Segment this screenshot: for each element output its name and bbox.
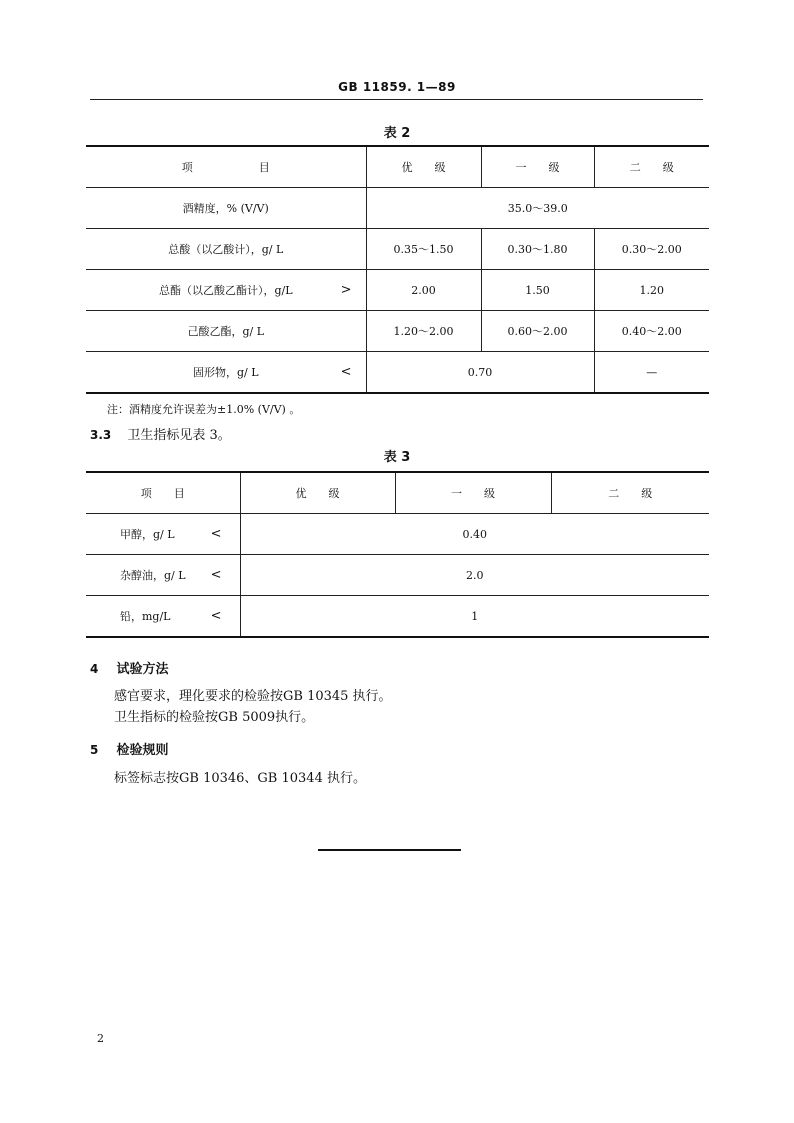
section-4-line-2: 卫生指标的检验按GB 5009执行。 [114, 710, 315, 725]
item-label: 己酸乙酯，g/ L [187, 325, 265, 338]
merged-value: 0.70 [366, 352, 594, 394]
table-row [86, 270, 709, 311]
item-label: 总酸（以乙酸计），g/ L [168, 243, 284, 256]
page-number: 2 [97, 1032, 104, 1045]
comparison-symbol: < [210, 567, 222, 583]
section-5-line-1: 标签标志按GB 10346、GB 10344 执行。 [114, 771, 366, 786]
table2-header-row [86, 146, 709, 188]
header-rule [90, 99, 703, 100]
item-label: 甲醇，g/ L [120, 528, 175, 541]
row-item [86, 555, 240, 596]
table-row [86, 596, 709, 638]
table2-header-grade2: 一 级 [481, 146, 594, 188]
table2-caption: 表 2 [383, 126, 411, 141]
item-label: 酒精度，% (V/V) [182, 202, 269, 215]
comparison-symbol: < [340, 364, 352, 380]
section-text: 卫生指标见表 3。 [127, 428, 231, 443]
section-title: 检验规则 [116, 743, 169, 758]
value-cell: 1.20～2.00 [366, 311, 481, 352]
section-3-3 [90, 424, 231, 443]
value-cell: — [594, 352, 709, 394]
merged-value: 0.40 [240, 514, 709, 555]
table2-header-grade3: 二 级 [594, 146, 709, 188]
value-cell: 0.30～2.00 [594, 229, 709, 270]
table-row [86, 311, 709, 352]
standard-code-header: GB 11859. 1—89 [338, 80, 456, 94]
item-label: 杂醇油，g/ L [120, 569, 186, 582]
item-label: 铅，mg/L [120, 610, 171, 623]
comparison-symbol: < [210, 526, 222, 542]
value-cell: 0.30～1.80 [481, 229, 594, 270]
row-item [86, 352, 366, 394]
table2-note: 注：酒精度允许误差为±1.0% (V/V) 。 [107, 403, 301, 416]
value-cell: 2.00 [366, 270, 481, 311]
table2 [86, 145, 709, 394]
merged-value: 2.0 [240, 555, 709, 596]
row-item [86, 596, 240, 638]
section-5-heading [90, 739, 169, 758]
merged-value: 1 [240, 596, 709, 638]
row-item [86, 311, 366, 352]
value-cell: 1.20 [594, 270, 709, 311]
section-number: 5 [90, 743, 99, 757]
table-row [86, 555, 709, 596]
end-rule [318, 849, 461, 851]
table-row [86, 229, 709, 270]
section-title: 试验方法 [116, 662, 169, 677]
value-cell: 1.50 [481, 270, 594, 311]
table3-header-row [86, 472, 709, 514]
section-number: 4 [90, 662, 99, 676]
comparison-symbol: < [210, 608, 222, 624]
table-row [86, 188, 709, 229]
comparison-symbol: > [340, 282, 352, 298]
section-4-heading [90, 658, 169, 677]
table3-caption: 表 3 [383, 450, 411, 465]
table2-header-item: 项 目 [86, 146, 366, 188]
row-item [86, 188, 366, 229]
section-4-line-1: 感官要求，理化要求的检验按GB 10345 执行。 [114, 689, 392, 704]
section-number: 3.3 [90, 428, 112, 442]
table3-header-grade3: 二 级 [551, 472, 709, 514]
table2-header-grade1: 优 级 [366, 146, 481, 188]
row-item [86, 514, 240, 555]
table3-header-grade2: 一 级 [395, 472, 551, 514]
table3 [86, 471, 709, 638]
table-row [86, 514, 709, 555]
value-cell: 0.60～2.00 [481, 311, 594, 352]
row-item [86, 229, 366, 270]
value-cell: 0.40～2.00 [594, 311, 709, 352]
row-item [86, 270, 366, 311]
table-row [86, 352, 709, 394]
item-label: 总酯（以乙酸乙酯计），g/L [158, 284, 293, 297]
table3-header-item: 项 目 [86, 472, 240, 514]
value-cell: 0.35～1.50 [366, 229, 481, 270]
table3-header-grade1: 优 级 [240, 472, 395, 514]
item-label: 固形物，g/ L [192, 366, 259, 379]
merged-value: 35.0～39.0 [366, 188, 709, 229]
